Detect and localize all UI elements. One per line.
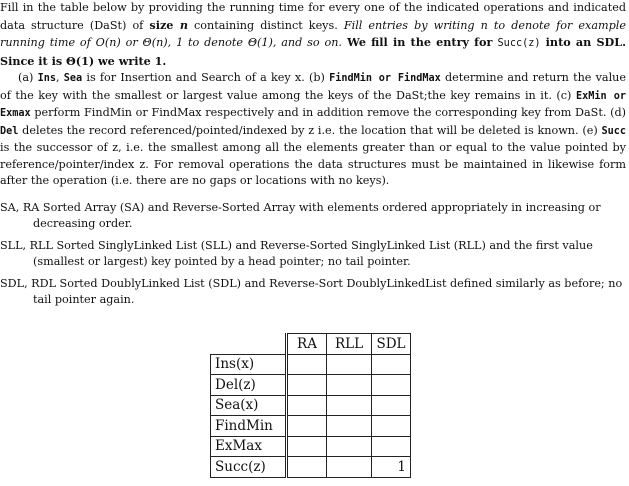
definition-list — [0, 200, 629, 309]
row-label: ExMax — [211, 436, 287, 457]
table-cell-filled[interactable]: 1 — [372, 457, 411, 478]
table-row — [211, 436, 411, 457]
row-label: FindMin — [211, 416, 287, 437]
table-cell[interactable] — [287, 375, 327, 396]
ops-comma: , — [56, 71, 64, 84]
table-cell[interactable] — [372, 375, 411, 396]
intro-bold-d: We fill in the entry for — [341, 35, 498, 49]
row-label: Sea(x) — [211, 395, 287, 416]
ops-b-text: determine and return the value of the key with the smallest or largest value among the keys of the DaSt;the key remains in it. (c) — [0, 71, 627, 102]
table-cell[interactable] — [287, 457, 327, 478]
definition-term: SA, RA — [0, 200, 40, 214]
ops-findmin-code: FindMin or FindMax — [329, 73, 441, 84]
table-cell[interactable] — [287, 354, 327, 375]
table-cell[interactable] — [372, 395, 411, 416]
column-header-sdl: SDL — [372, 334, 411, 355]
definition-sdl-rdl — [0, 276, 629, 309]
definition-term: SDL, RDL — [0, 276, 56, 290]
operations-paragraph — [0, 70, 629, 190]
ops-a-prefix: (a) — [18, 71, 38, 84]
table-cell[interactable] — [327, 395, 372, 416]
ops-exmin-code: ExMin or Exmax — [0, 90, 626, 119]
row-label: Del(z) — [211, 375, 287, 396]
table-row — [211, 395, 411, 416]
ops-a-text: is for Insertion and Search of a key x. (b) — [82, 71, 330, 84]
table-header-row — [211, 334, 411, 355]
intro-paragraph — [0, 0, 629, 70]
table-row — [211, 354, 411, 375]
table-cell[interactable] — [327, 416, 372, 437]
table-row — [211, 416, 411, 437]
ops-c-text: perform FindMin or FindMax respectively and in addition remove the corresponding key from DaSt. (d) — [30, 106, 626, 119]
ops-d-text: deletes the record referenced/pointed/indexed by z i.e. the location that will be deleted is known. (e) — [18, 123, 602, 137]
definition-text: Sorted Array (SA) and Reverse-Sorted Array with elements ordered appropriately in increasing or decreasing order. — [33, 200, 601, 230]
ops-sea-code: Sea — [63, 73, 83, 84]
definition-sa-ra — [0, 200, 629, 233]
intro-n: n — [173, 17, 188, 32]
table-cell[interactable] — [327, 436, 372, 457]
intro-text-a: Fill in the table below by providing the running time for every one of the indicated operations and indicated data structure (DaSt) of — [0, 1, 626, 32]
ops-succ-code: Succ — [601, 125, 626, 137]
definition-sll-rll — [0, 238, 629, 271]
definition-term: SLL, RLL — [0, 238, 53, 252]
ops-e-text: is the successor of z, i.e. the smallest among all the elements greater than or equal to the value pointed by reference/pointer/index z. For removal operations the data structures must be maintained in likewise form after the operation (i.e. there are no gaps or locations with no keys). — [0, 141, 626, 187]
table-cell[interactable] — [287, 395, 327, 416]
definition-text: Sorted SinglyLinked List (SLL) and Reverse-Sorted SinglyLinked List (RLL) and the first value (smallest or largest) key pointed by a head pointer; no tail pointer. — [33, 238, 593, 268]
table-corner — [211, 334, 287, 355]
intro-instructions: Fill entries by writing n to denote for example running time of O(n) or Θ(n), 1 to denote Θ(1), and so on. — [0, 18, 626, 49]
table-cell[interactable] — [372, 436, 411, 457]
intro-size-bold: size — [149, 17, 174, 32]
intro-text-b: containing distinct keys. — [187, 18, 344, 32]
intro-succ-code: Succ(z) — [497, 38, 541, 49]
table-cell[interactable] — [327, 354, 372, 375]
table-cell[interactable] — [287, 436, 327, 457]
column-header-rll: RLL — [327, 334, 372, 355]
ops-ins-code: Ins — [37, 73, 57, 84]
table-cell[interactable] — [372, 416, 411, 437]
table-row — [211, 375, 411, 396]
ops-del-code: Del — [0, 125, 19, 137]
row-label: Ins(x) — [211, 354, 287, 375]
row-label: Succ(z) — [211, 457, 287, 478]
running-time-table — [210, 333, 411, 478]
table-cell[interactable] — [372, 354, 411, 375]
table-row — [211, 457, 411, 478]
table-cell[interactable] — [327, 375, 372, 396]
table-cell[interactable] — [287, 416, 327, 437]
definition-text: Sorted DoublyLinked List (SDL) and Reverse-Sort DoublyLinkedList defined similarly as before; no tail pointer again. — [33, 276, 623, 306]
column-header-ra: RA — [287, 334, 327, 355]
table-cell[interactable] — [327, 457, 372, 478]
intro-bold-e: into an SDL. Since it is Θ(1) we write 1. — [0, 35, 627, 68]
